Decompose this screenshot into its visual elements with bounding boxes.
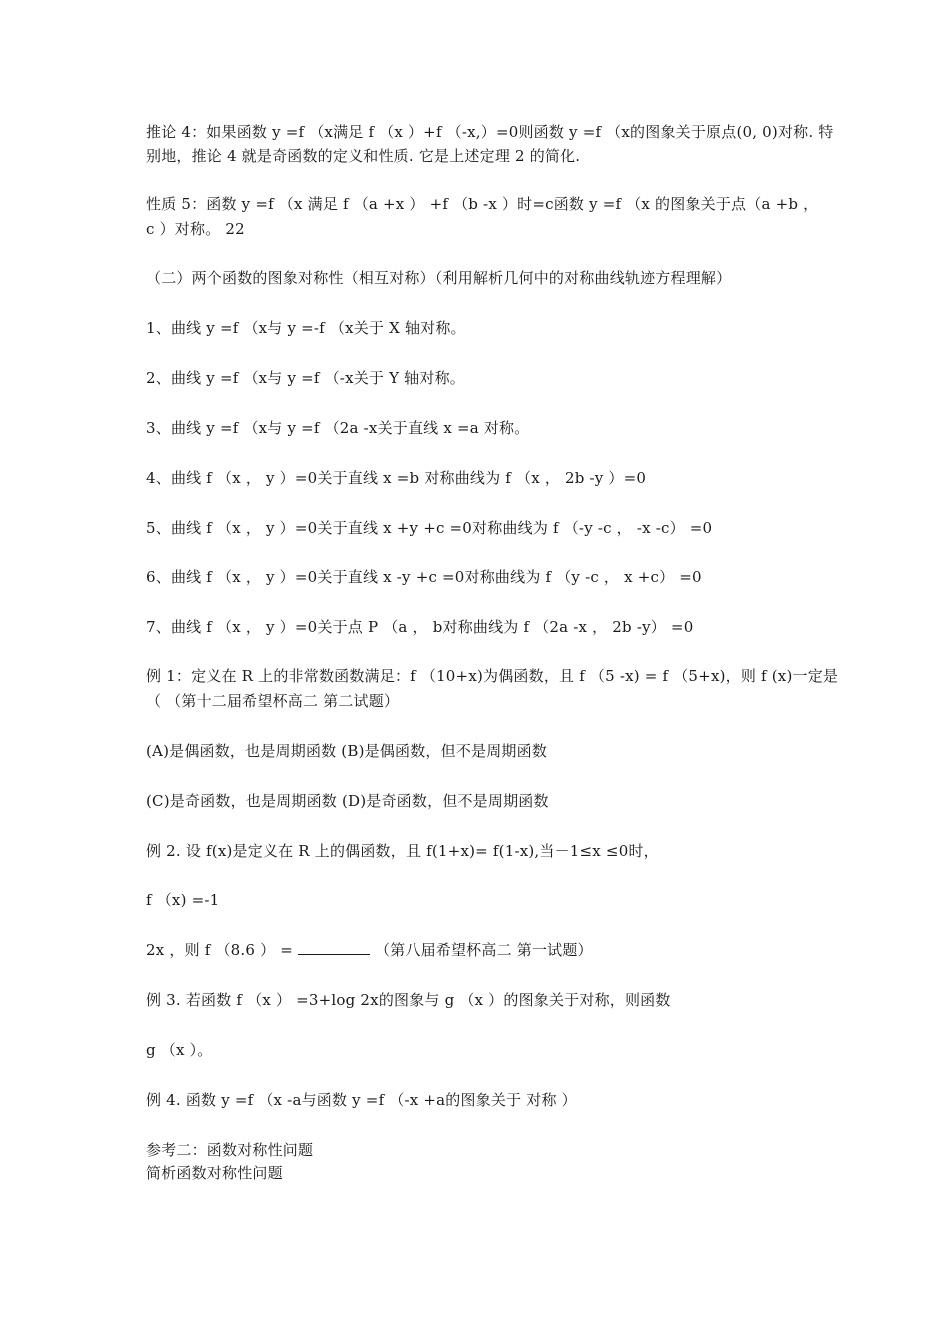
- corollary-4-line-1: 推论 4：如果函数 y =f （x满足 f （x ）+f （-x,）=0则函数 y =f （x的图象关于原点(0, 0)对称. 特: [146, 123, 834, 141]
- rule-7: 7、曲线 f （x ， y ）=0关于点 P （a ， b对称曲线为 f （2a -x ， 2b -y） =0: [146, 618, 694, 636]
- example-2-source: （第八届希望杯高二 第一试题）: [374, 941, 593, 959]
- example-1-options-cd: (C)是奇函数，也是周期函数 (D)是奇函数，但不是周期函数: [146, 792, 549, 810]
- example-2-question: 2x ，则 f （8.6 ） =: [146, 941, 294, 959]
- property-5-line-2: c ）对称。 22: [146, 220, 245, 238]
- example-2-line-1: 例 2. 设 f(x)是定义在 R 上的偶函数，且 f(1+x)= f(1-x),当－1≤x ≤0时，: [146, 842, 659, 860]
- example-1-options-ab: (A)是偶函数，也是周期函数 (B)是偶函数，但不是周期函数: [146, 742, 548, 760]
- example-3-line-2: g （x ）。: [146, 1041, 213, 1059]
- example-4: 例 4. 函数 y =f （x -a与函数 y =f （-x +a的图象关于 对称 ）: [146, 1091, 577, 1109]
- section-heading: （二）两个函数的图象对称性（相互对称）（利用解析几何中的对称曲线轨迹方程理解）: [146, 269, 732, 287]
- answer-blank: [298, 940, 370, 955]
- example-2-line-2: f （x) =-1: [146, 891, 220, 909]
- rule-3: 3、曲线 y =f （x与 y =f （2a -x关于直线 x =a 对称。: [146, 419, 530, 437]
- corollary-4-line-2: 别地，推论 4 就是奇函数的定义和性质. 它是上述定理 2 的简化.: [146, 147, 581, 165]
- rule-1: 1、曲线 y =f （x与 y =-f （x关于 X 轴对称。: [146, 319, 466, 337]
- rule-4: 4、曲线 f （x ， y ）=0关于直线 x =b 对称曲线为 f （x ， 2b -y ）=0: [146, 469, 647, 487]
- example-2-line-3: [146, 940, 890, 960]
- reference-2-subheading: 简析函数对称性问题: [146, 1164, 283, 1182]
- rule-6: 6、曲线 f （x ， y ）=0关于直线 x -y +c =0对称曲线为 f （y -c ， x +c） =0: [146, 568, 702, 586]
- example-1-line-2: （ （第十二届希望杯高二 第二试题）: [146, 692, 400, 710]
- property-5-line-1: 性质 5：函数 y =f （x 满足 f （a +x ） +f （b -x ）时=c函数 y =f （x 的图象关于点（a +b ，: [146, 195, 819, 213]
- example-1-line-1: 例 1：定义在 R 上的非常数函数满足：f （10+x)为偶函数，且 f （5 -x) = f （5+x)，则 f (x)一定是: [146, 667, 839, 685]
- example-3-line-1: 例 3. 若函数 f （x ） =3+log 2x的图象与 g （x ）的图象关于对称，则函数: [146, 991, 671, 1009]
- rule-5: 5、曲线 f （x ， y ）=0关于直线 x +y +c =0对称曲线为 f （-y -c ， -x -c） =0: [146, 519, 713, 537]
- reference-2-heading: 参考二：函数对称性问题: [146, 1141, 314, 1159]
- rule-2: 2、曲线 y =f （x与 y =f （-x关于 Y 轴对称。: [146, 369, 465, 387]
